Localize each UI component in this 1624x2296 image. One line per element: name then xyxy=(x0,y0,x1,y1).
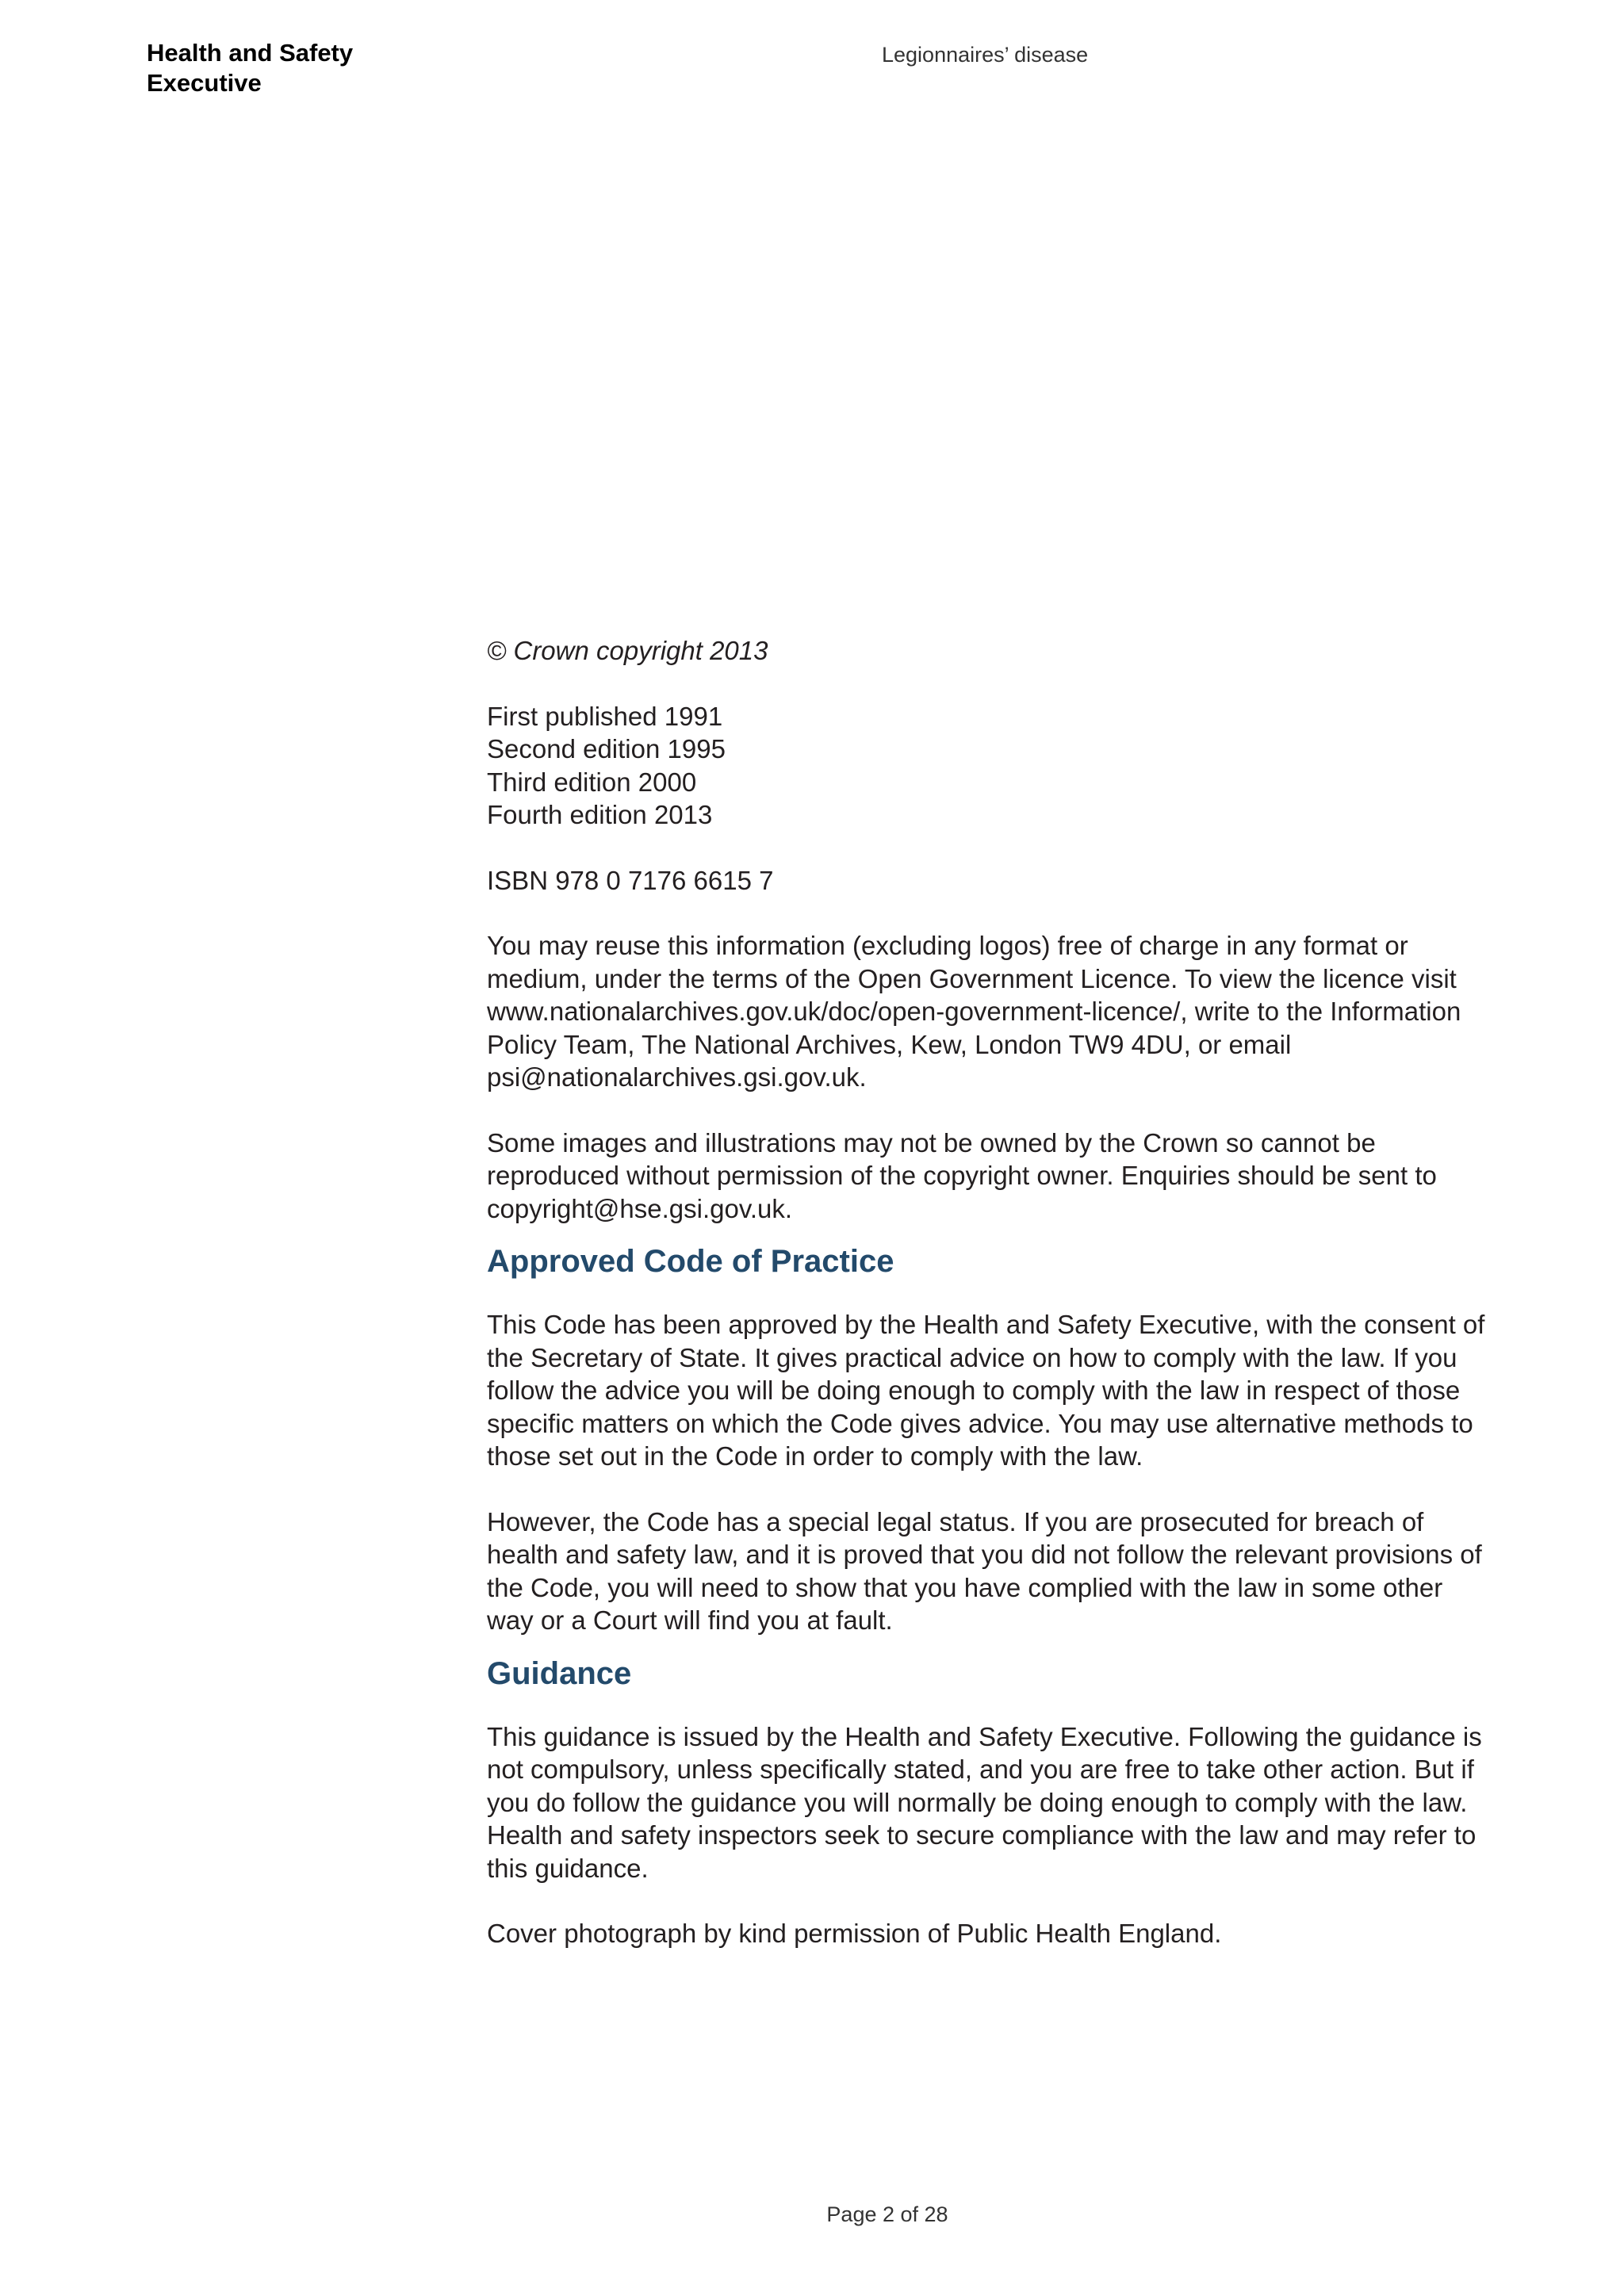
edition-line: First published 1991 xyxy=(487,701,723,731)
acop-heading: Approved Code of Practice xyxy=(487,1244,894,1279)
edition-line: Second edition 1995 xyxy=(487,734,726,763)
running-title: Legionnaires’ disease xyxy=(882,43,1089,67)
licence-paragraph: You may reuse this information (excluding logos) free of charge in any format or medium, under the terms of the Open Government Licence. To view the licence visit www.nationalarchives.gov.uk/doc/open-government-licence/, write to the Information Policy Team, The National Archives, Kew, London TW9 4DU, or email psi@nationalarchives.gsi.gov.uk. xyxy=(487,931,1461,1092)
edition-line: Third edition 2000 xyxy=(487,767,697,797)
organisation-name-line-1: Health and Safety xyxy=(147,39,354,67)
page-number: Page 2 of 28 xyxy=(826,2202,948,2226)
organisation-name xyxy=(147,38,353,98)
organisation-name-line-2: Executive xyxy=(147,69,262,97)
isbn: ISBN 978 0 7176 6615 7 xyxy=(487,865,774,895)
cover-credit: Cover photograph by kind permission of Public Health England. xyxy=(487,1919,1222,1948)
page-content xyxy=(487,634,1494,1983)
acop-paragraph-2: However, the Code has a special legal status. If you are prosecuted for breach of health and safety law, and it is proved that you did not follow the relevant provisions of the Code, you will need to show that you have complied with the law in some other way or a Court will find you at fault. xyxy=(487,1506,1482,1635)
edition-line: Fourth edition 2013 xyxy=(487,800,713,829)
guidance-heading: Guidance xyxy=(487,1655,632,1691)
copyright-notice: © Crown copyright 2013 xyxy=(487,636,768,665)
images-notice-paragraph: Some images and illustrations may not be owned by the Crown so cannot be reproduced without permission of the copyright owner. Enquiries should be sent to copyright@hse.gsi.gov.uk. xyxy=(487,1127,1437,1223)
guidance-paragraph: This guidance is issued by the Health and Safety Executive. Following the guidance is not compulsory, unless specifically stated, and you are free to take other action. But if you do follow the guidance you will normally be doing enough to comply with the law. Health and safety inspectors seek to secure compliance with the law and may refer to this guidance. xyxy=(487,1721,1482,1883)
acop-paragraph-1: This Code has been approved by the Health and Safety Executive, with the consent of the Secretary of State. It gives practical advice on how to comply with the law. If you follow the advice you will be doing enough to comply with the law in respect of those specific matters on which the Code gives advice. You may use alternative methods to those set out in the Code in order to comply with the law. xyxy=(487,1310,1485,1471)
edition-history xyxy=(487,700,1494,832)
